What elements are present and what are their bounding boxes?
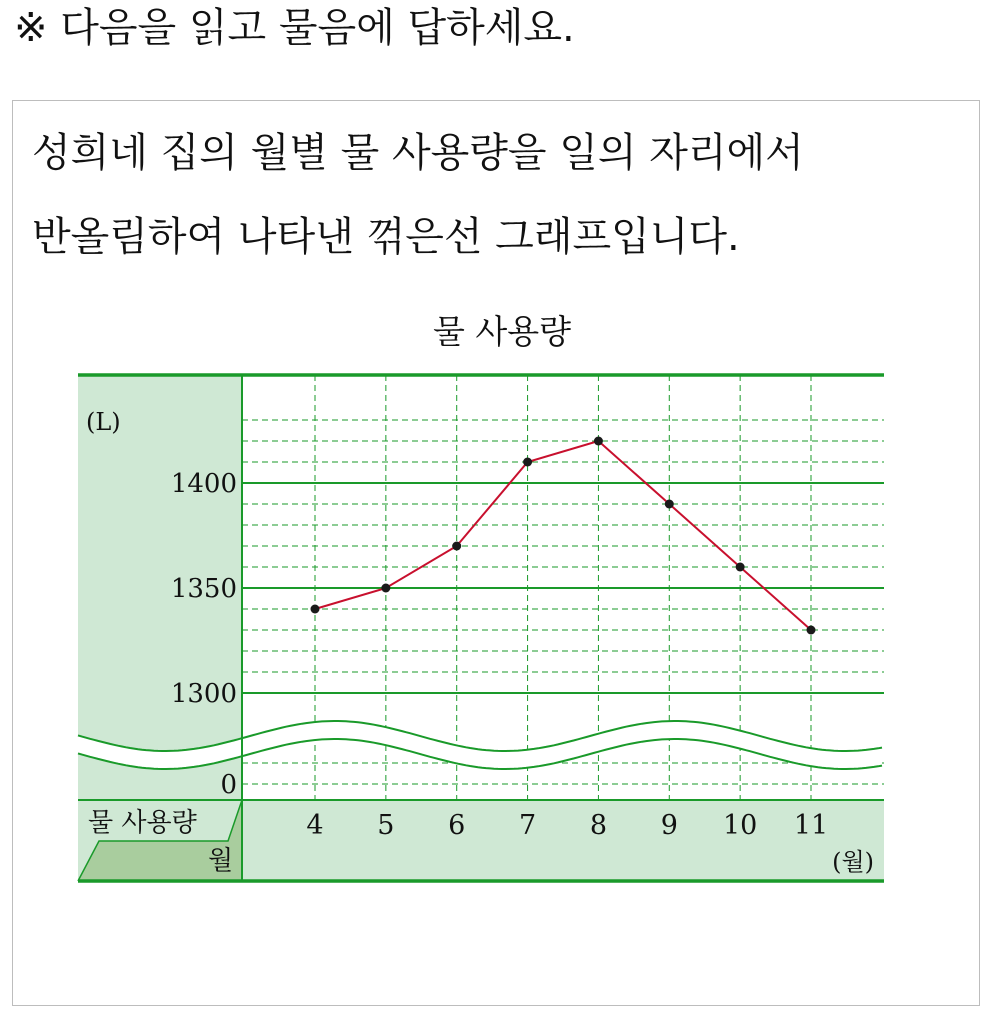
problem-text-line-2: 반올림하여 나타낸 꺾은선 그래프입니다.	[32, 214, 740, 260]
x-tick-label-6: 6	[448, 810, 466, 841]
problem-text-line-1: 성희네 집의 월별 물 사용량을 일의 자리에서	[32, 130, 804, 176]
corner-label-month: 월	[208, 846, 234, 876]
y-tick-label-1350: 1350	[170, 574, 237, 604]
data-point-10	[736, 563, 745, 572]
x-tick-label-11: 11	[793, 810, 829, 841]
y-tick-label-1400: 1400	[170, 469, 237, 499]
y-tick-label-0: 0	[220, 770, 237, 800]
x-tick-label-9: 9	[660, 810, 678, 841]
data-point-5	[381, 584, 390, 593]
data-point-9	[665, 500, 674, 509]
data-point-7	[523, 458, 532, 467]
x-axis-panel	[242, 800, 884, 881]
y-tick-label-1300: 1300	[170, 679, 237, 709]
x-tick-label-5: 5	[377, 810, 395, 841]
x-tick-label-7: 7	[518, 810, 537, 841]
x-tick-label-10: 10	[722, 810, 758, 841]
x-axis-unit: (월)	[832, 848, 874, 876]
data-point-4	[311, 605, 320, 614]
data-point-6	[452, 542, 461, 551]
major-gridlines	[242, 483, 884, 693]
x-tick-label-8: 8	[589, 810, 608, 841]
series-line	[315, 441, 811, 630]
corner-label-usage: 물 사용량	[88, 808, 197, 838]
instruction-text: ※ 다음을 읽고 물음에 답하세요.	[14, 5, 575, 51]
x-tick-label-4: 4	[306, 810, 324, 841]
data-point-8	[594, 437, 603, 446]
data-point-11	[806, 626, 815, 635]
chart-title: 물 사용량	[432, 312, 572, 351]
y-axis-unit: (L)	[86, 408, 121, 436]
